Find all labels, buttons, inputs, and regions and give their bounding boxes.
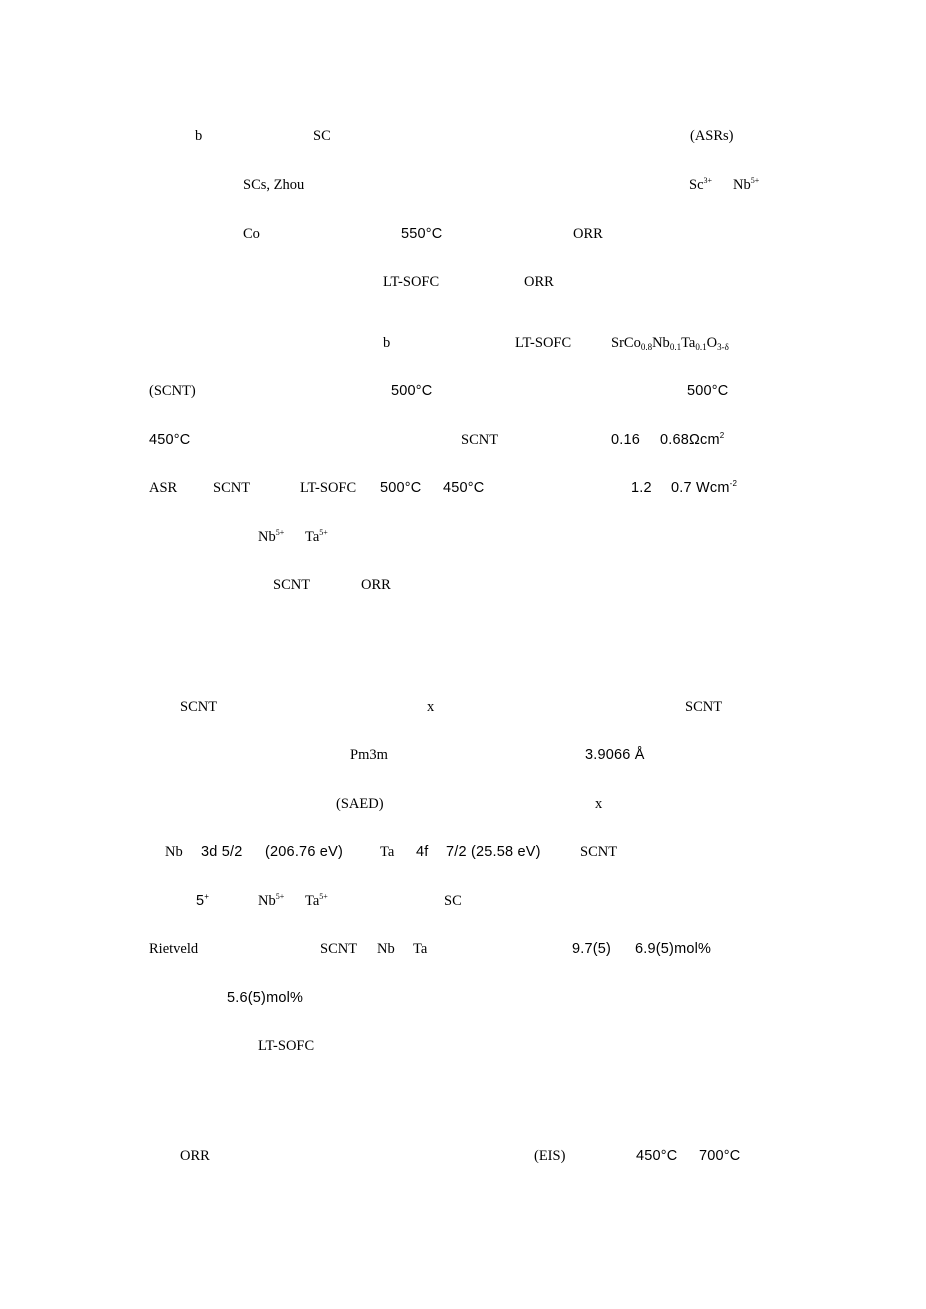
- text-fragment: 5+: [196, 892, 210, 909]
- text-fragment: SCNT: [685, 699, 723, 715]
- text-fragment: SCNT: [273, 577, 311, 593]
- chemical-formula: $SrCo_{0.8}Nb_{0.1}Ta_{0.1}O_{3-\delta}$: [611, 335, 729, 352]
- text-fragment: 4f: [416, 844, 429, 860]
- text-fragment: SCNT: [213, 480, 251, 496]
- text-fragment: 450°C: [149, 432, 191, 448]
- text-fragment: 7/2 (25.58 eV): [446, 844, 541, 860]
- text-fragment: ORR: [180, 1148, 210, 1164]
- text-fragment: LT-SOFC: [300, 480, 357, 496]
- text-fragment: SC: [444, 893, 462, 909]
- text-fragment: 500°C: [391, 383, 433, 399]
- text-fragment: $Nb^{5+}$: [258, 528, 285, 545]
- text-fragment: x: [595, 796, 603, 812]
- text-fragment: 0.68Ωcm$^2$: [660, 431, 725, 448]
- text-fragment: Ta: [413, 941, 428, 957]
- text-fragment: Pm3m: [350, 747, 388, 763]
- text-fragment: ORR: [573, 226, 603, 242]
- text-fragment: 700°C: [699, 1148, 741, 1164]
- text-fragment: Nb: [165, 844, 183, 860]
- text-fragment: b: [195, 128, 203, 144]
- text-fragment: (SCNT): [149, 383, 196, 399]
- text-fragment: LT-SOFC: [515, 335, 572, 351]
- text-fragment: 450°C: [443, 480, 485, 496]
- text-fragment: 1.2: [631, 480, 652, 496]
- text-fragment: SCNT: [461, 432, 499, 448]
- text-fragment: $Ta^{5+}$: [305, 892, 328, 909]
- text-fragment: 3d 5/2: [201, 844, 243, 860]
- text-fragment: ORR: [361, 577, 391, 593]
- text-fragment: 3.9066 Å: [585, 747, 645, 763]
- text-fragment: SCNT: [320, 941, 358, 957]
- text-fragment: 6.9(5)mol%: [635, 941, 712, 957]
- text-fragment: LT-SOFC: [258, 1038, 315, 1054]
- text-fragment: 500°C: [380, 480, 422, 496]
- text-fragment: 450°C: [636, 1148, 678, 1164]
- text-fragment: ASR: [149, 480, 178, 496]
- text-fragment: Co: [243, 226, 260, 242]
- text-fragment: (EIS): [534, 1148, 566, 1164]
- text-fragment: $Sc^{3+}$: [689, 176, 713, 193]
- text-fragment: b: [383, 335, 391, 351]
- text-fragment: 0.7 Wcm$^{-2}$: [671, 479, 738, 496]
- text-fragment: LT-SOFC: [383, 274, 440, 290]
- text-fragment: $Ta^{5+}$: [305, 528, 328, 545]
- text-fragment: 500°C: [687, 383, 729, 399]
- text-fragment: SCs, Zhou: [243, 177, 305, 193]
- text-fragment: 0.16: [611, 432, 641, 448]
- text-fragment: (ASRs): [690, 128, 734, 144]
- text-fragment: x: [427, 699, 435, 715]
- text-fragment: 550°C: [401, 226, 443, 242]
- text-fragment: 5.6(5)mol%: [227, 990, 304, 1006]
- text-fragment: ORR: [524, 274, 554, 290]
- text-fragment: $Nb^{5+}$: [258, 892, 285, 909]
- text-fragment: $Nb^{5+}$: [733, 176, 760, 193]
- text-fragment: Rietveld: [149, 941, 199, 957]
- text-fragment: Nb: [377, 941, 395, 957]
- text-fragment: SC: [313, 128, 331, 144]
- text-fragment: 9.7(5): [572, 941, 612, 957]
- text-fragment: (SAED): [336, 796, 384, 812]
- text-fragment: Ta: [380, 844, 395, 860]
- text-fragment: SCNT: [580, 844, 618, 860]
- text-fragment: SCNT: [180, 699, 218, 715]
- text-fragment: (206.76 eV): [265, 844, 343, 860]
